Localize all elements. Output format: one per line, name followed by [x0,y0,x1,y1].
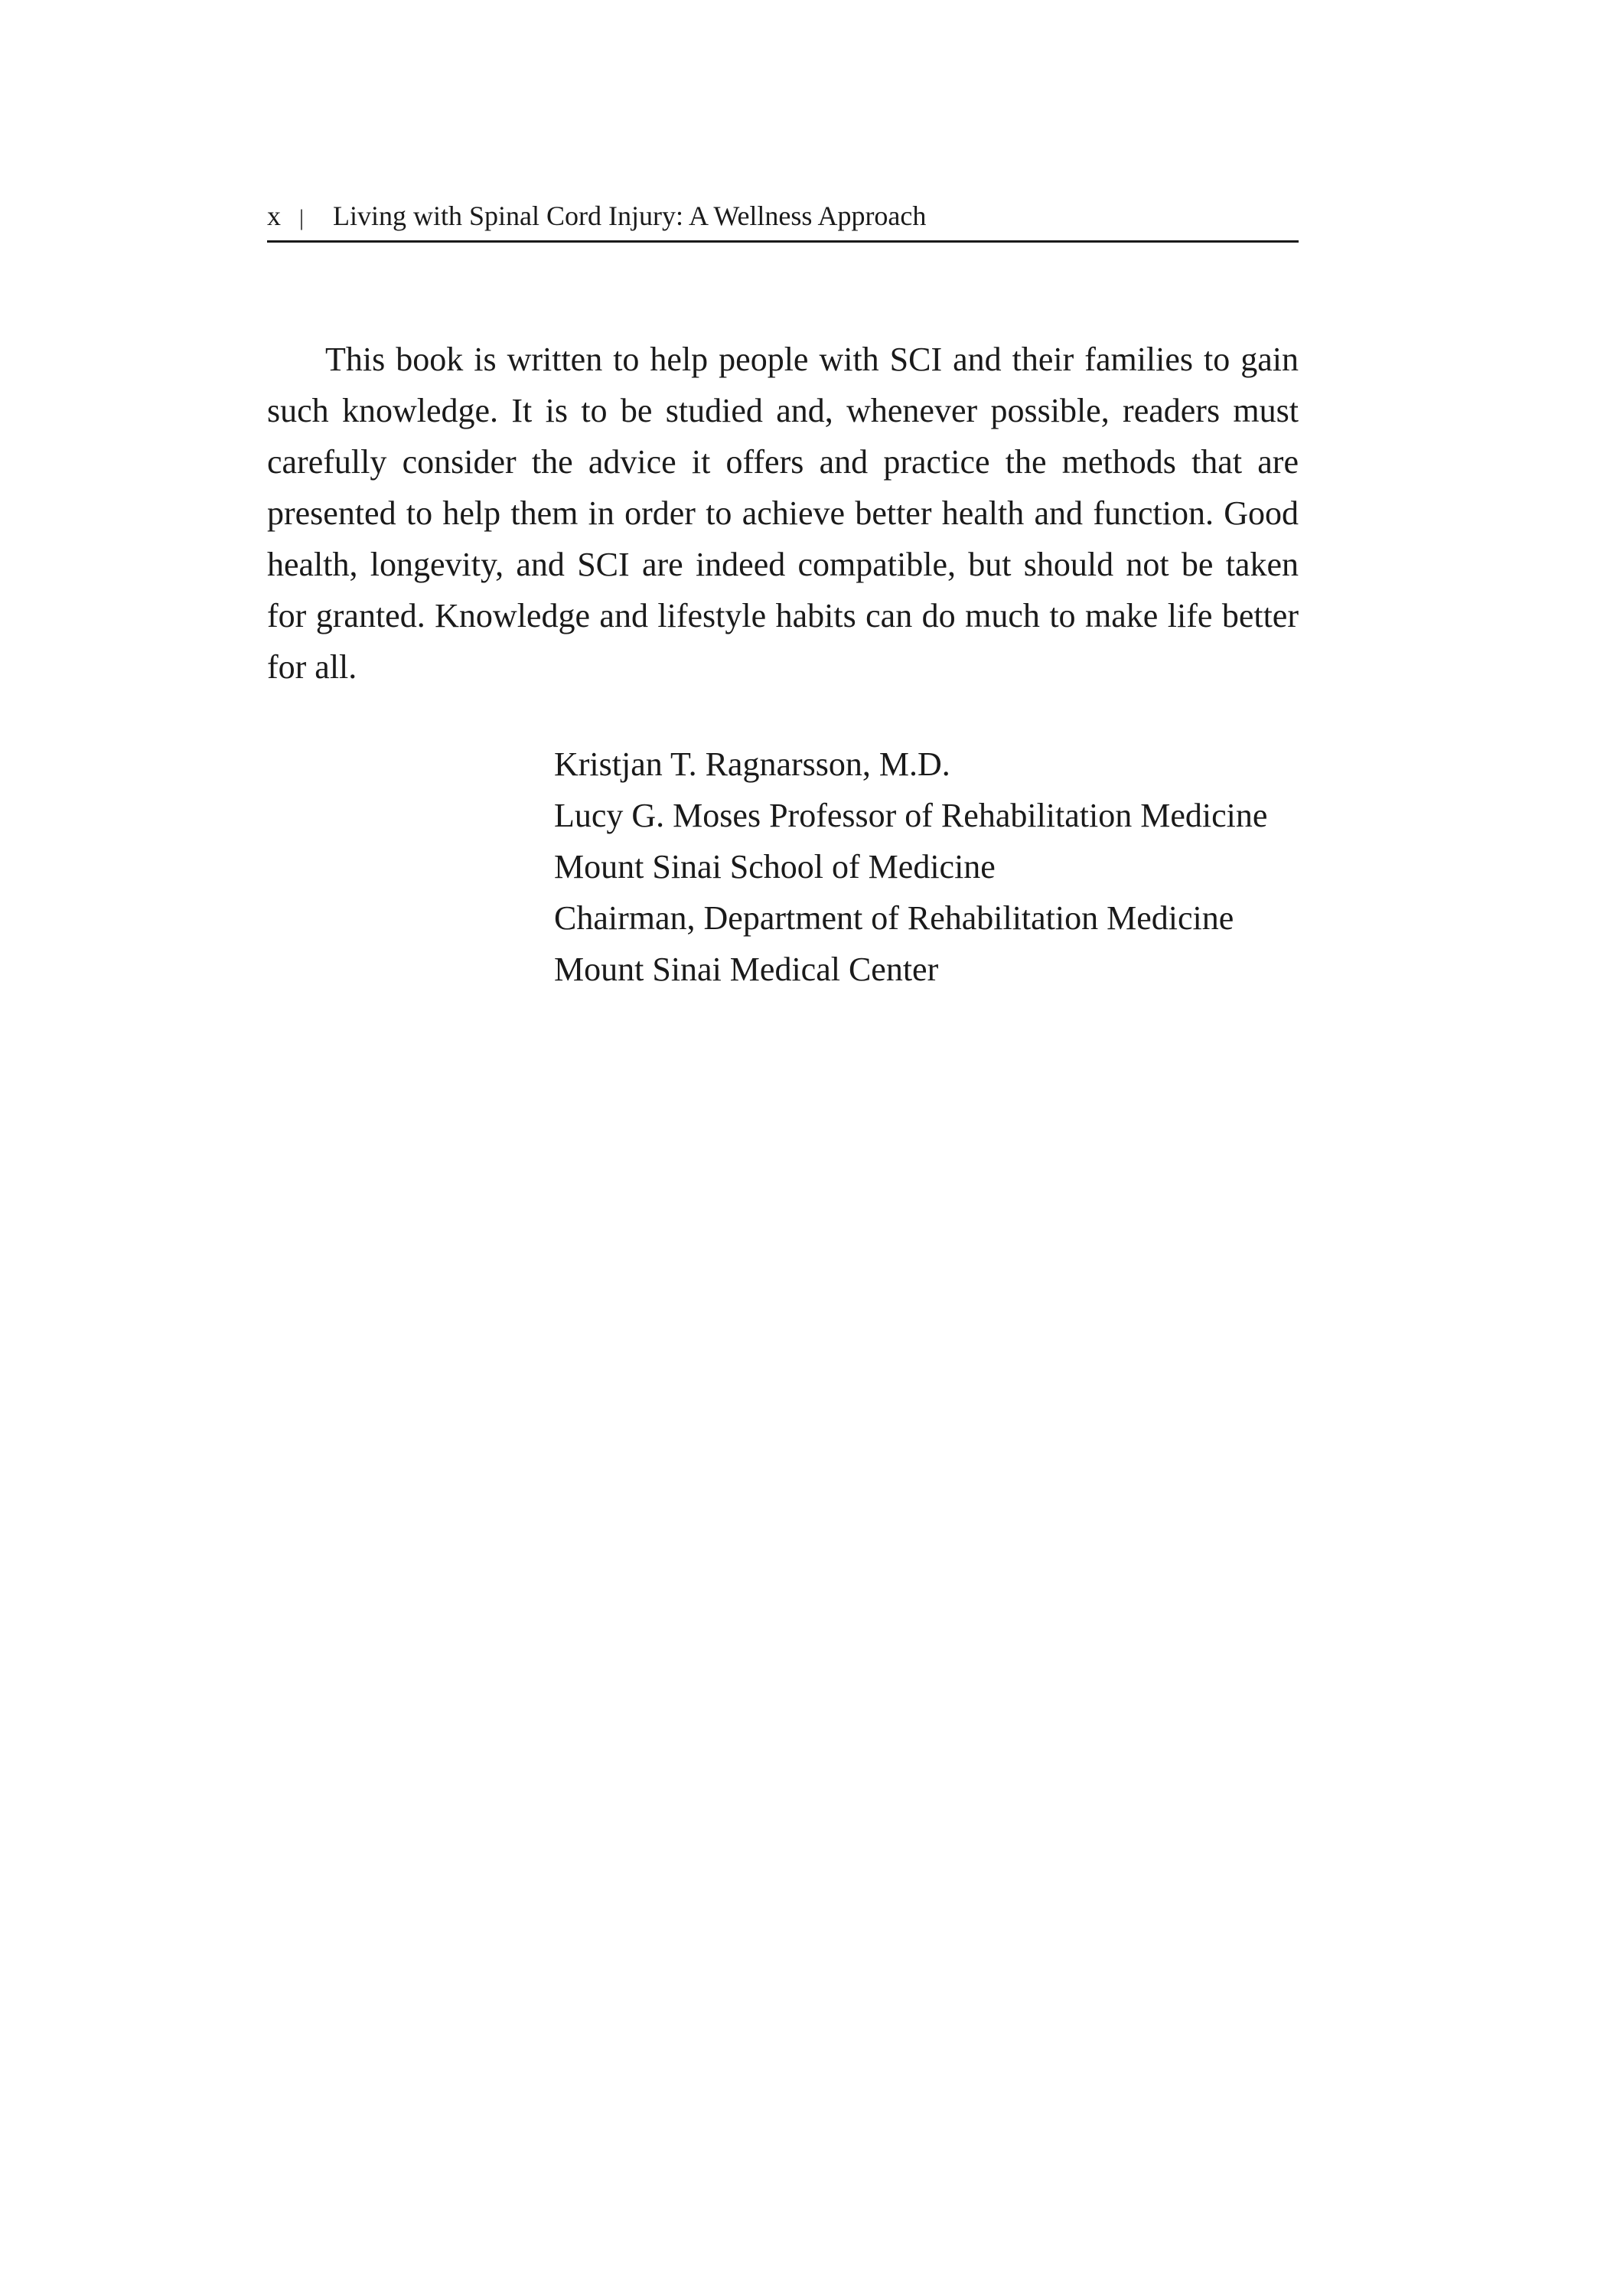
running-head [267,201,1299,243]
running-head-separator: | [299,205,305,230]
signature-title-chairman: Chairman, Department of Rehabilitation Medicine [554,899,1234,937]
page-number: x [267,201,281,231]
body-paragraph: This book is written to help people with SCI and their families to gain such knowledge. It is to be studied and, whenever possible, readers must carefully consider the advice it offers and practice the methods that are presented to help them in order to achieve better health and function. Good health, longevity, and SCI are indeed compatible, but should not be taken for granted. Knowledge and lifestyle habits can do much to make life better for all. [267,341,1299,686]
signature-institution-school: Mount Sinai School of Medicine [554,848,996,885]
signature-block [554,739,1304,995]
running-head-title: Living with Spinal Cord Injury: A Wellness Approach [333,201,927,231]
signature-name: Kristjan T. Ragnarsson, M.D. [554,745,950,783]
signature-title-professorship: Lucy G. Moses Professor of Rehabilitation Medicine [554,797,1268,834]
signature-institution-center: Mount Sinai Medical Center [554,951,939,988]
